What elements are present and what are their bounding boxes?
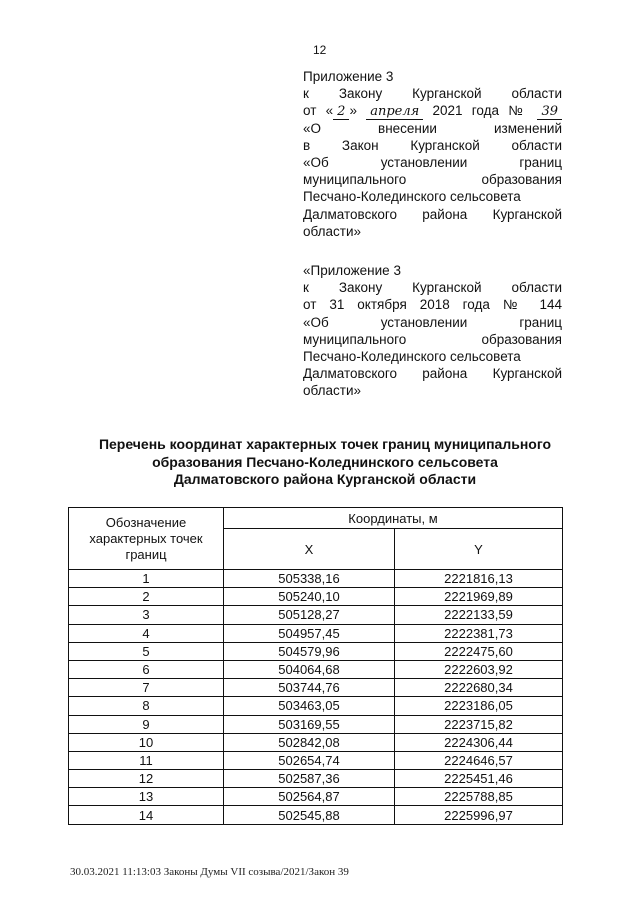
table-row — [69, 642, 563, 660]
annex-line: муниципального образования — [303, 172, 562, 188]
point-number-cell: 6 — [69, 660, 224, 678]
table-row — [69, 679, 563, 697]
col-header-point-name: Обозначение характерных точек границ — [69, 508, 224, 570]
annex-line: «Приложение 3 — [303, 263, 401, 278]
point-number-cell: 1 — [69, 570, 224, 588]
table-row — [69, 606, 563, 624]
point-number-cell: 2 — [69, 588, 224, 606]
table-row — [69, 770, 563, 788]
point-number-cell: 10 — [69, 733, 224, 751]
y-coordinate-cell: 2222475,60 — [395, 642, 563, 660]
x-coordinate-cell: 505338,16 — [224, 570, 395, 588]
annex-line: «Об установлении границ — [303, 314, 562, 330]
handwritten-law-number: 39 — [537, 104, 562, 120]
col-header-coordinates: Координаты, м — [224, 508, 563, 529]
x-coordinate-cell: 503169,55 — [224, 715, 395, 733]
table-row — [69, 751, 563, 769]
x-coordinate-cell: 502564,87 — [224, 788, 395, 806]
y-coordinate-cell: 2225996,97 — [395, 806, 563, 824]
annex-line: области» — [303, 223, 362, 239]
annex-line: муниципального образования — [303, 331, 562, 347]
col-header-x: X — [224, 529, 395, 570]
table-row — [69, 588, 563, 606]
annex-date-line — [303, 102, 562, 119]
y-coordinate-cell: 2223715,82 — [395, 715, 563, 733]
annex-line: Далматовского района Курганской — [303, 366, 562, 382]
date-suffix: 2021 года № — [432, 103, 529, 119]
x-coordinate-cell: 505240,10 — [224, 588, 395, 606]
date-mid: » — [349, 103, 357, 119]
table-row — [69, 624, 563, 642]
point-number-cell: 14 — [69, 806, 224, 824]
document-title — [60, 436, 590, 489]
point-number-cell: 7 — [69, 679, 224, 697]
x-coordinate-cell: 502654,74 — [224, 751, 395, 769]
y-coordinate-cell: 2224306,44 — [395, 733, 563, 751]
x-coordinate-cell: 503463,05 — [224, 697, 395, 715]
page-number: 12 — [313, 43, 327, 57]
x-coordinate-cell: 503744,76 — [224, 679, 395, 697]
y-coordinate-cell: 2221969,89 — [395, 588, 563, 606]
handwritten-month: апреля — [366, 104, 423, 120]
table-row — [69, 733, 563, 751]
annex-line: от 31 октября 2018 года № 144 — [303, 297, 562, 313]
table-row — [69, 788, 563, 806]
y-coordinate-cell: 2222680,34 — [395, 679, 563, 697]
annex-line: Далматовского района Курганской — [303, 206, 562, 222]
point-number-cell: 5 — [69, 642, 224, 660]
y-coordinate-cell: 2225788,85 — [395, 788, 563, 806]
col-header-y: Y — [395, 529, 563, 570]
x-coordinate-cell: 504579,96 — [224, 642, 395, 660]
y-coordinate-cell: 2222381,73 — [395, 624, 563, 642]
x-coordinate-cell: 502842,08 — [224, 733, 395, 751]
previous-annex — [303, 262, 562, 400]
footer-stamp: 30.03.2021 11:13:03 Законы Думы VII созыва/2021/Закон 39 — [70, 866, 349, 878]
y-coordinate-cell: 2224646,57 — [395, 751, 563, 769]
point-number-cell: 13 — [69, 788, 224, 806]
annex-header — [303, 68, 562, 240]
point-number-cell: 4 — [69, 624, 224, 642]
y-coordinate-cell: 2221816,13 — [395, 570, 563, 588]
x-coordinate-cell: 505128,27 — [224, 606, 395, 624]
point-number-cell: 8 — [69, 697, 224, 715]
table-row — [69, 715, 563, 733]
point-number-cell: 11 — [69, 751, 224, 769]
annex-line: Приложение 3 — [303, 69, 394, 84]
y-coordinate-cell: 2222133,59 — [395, 606, 563, 624]
coordinates-table — [68, 507, 563, 825]
point-number-cell: 12 — [69, 770, 224, 788]
annex-line: к Закону Курганской области — [303, 280, 562, 296]
x-coordinate-cell: 504064,68 — [224, 660, 395, 678]
table-row — [69, 697, 563, 715]
point-number-cell: 9 — [69, 715, 224, 733]
title-line: Перечень координат характерных точек границ муниципального — [98, 436, 552, 452]
annex-line: «Об установлении границ — [303, 154, 562, 170]
date-prefix: от « — [303, 103, 334, 119]
x-coordinate-cell: 502587,36 — [224, 770, 395, 788]
point-number-cell: 3 — [69, 606, 224, 624]
annex-line: к Закону Курганской области — [303, 86, 562, 102]
table-row — [69, 806, 563, 824]
title-line: образования Песчано-Коледнинского сельсовета — [152, 453, 498, 470]
y-coordinate-cell: 2222603,92 — [395, 660, 563, 678]
annex-line: области» — [303, 383, 362, 399]
annex-line: Песчано-Колединского сельсовета — [303, 348, 521, 364]
handwritten-day: 2 — [333, 104, 349, 120]
x-coordinate-cell: 504957,45 — [224, 624, 395, 642]
title-line: Далматовского района Курганской области — [173, 471, 477, 487]
annex-line: «О внесении изменений — [303, 120, 562, 136]
annex-line: в Закон Курганской области — [303, 137, 562, 153]
y-coordinate-cell: 2223186,05 — [395, 697, 563, 715]
y-coordinate-cell: 2225451,46 — [395, 770, 563, 788]
table-row — [69, 660, 563, 678]
table-row — [69, 570, 563, 588]
annex-line: Песчано-Колединского сельсовета — [303, 189, 521, 205]
x-coordinate-cell: 502545,88 — [224, 806, 395, 824]
